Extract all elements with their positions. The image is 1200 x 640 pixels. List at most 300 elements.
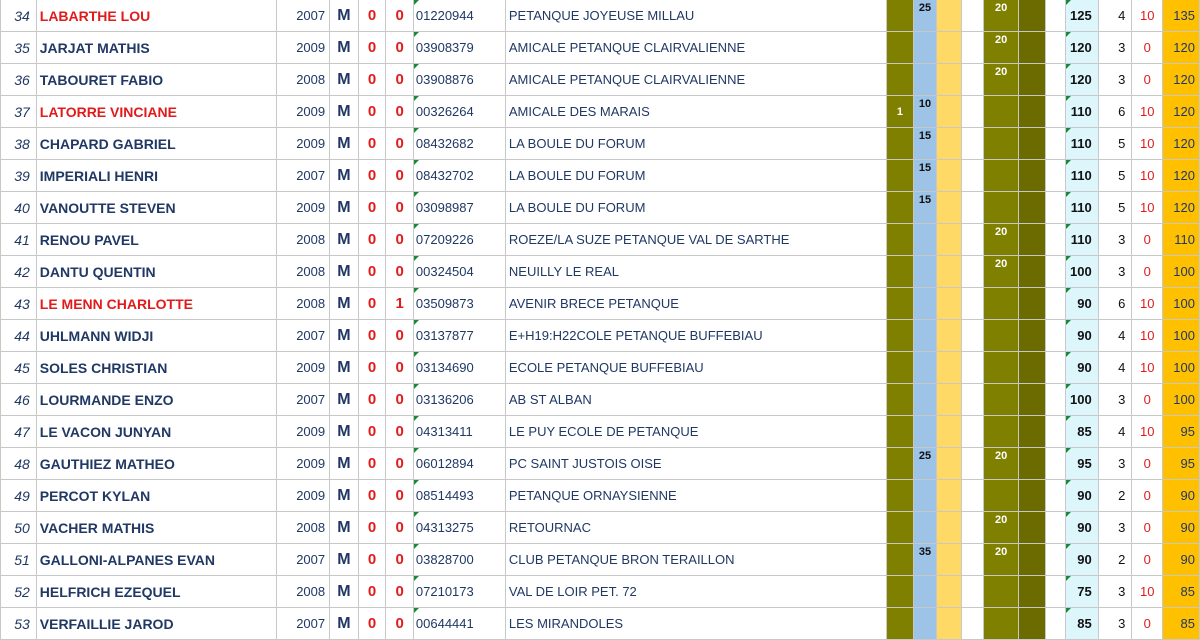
licence-cell: 03828700: [413, 544, 505, 576]
penalty-cell: 0: [358, 480, 386, 512]
empty-cell: [961, 320, 983, 352]
birth-year-cell: 2008: [276, 224, 329, 256]
empty-cell: [1045, 256, 1065, 288]
bonus-cell: 10: [1132, 96, 1163, 128]
count-cell: 5: [1098, 192, 1132, 224]
category-cell: M: [330, 96, 359, 128]
empty-olive-cell: [1018, 480, 1045, 512]
player-name-cell: LOURMANDE ENZO: [36, 384, 276, 416]
empty-cell: [1045, 32, 1065, 64]
count-cell: 6: [1098, 288, 1132, 320]
penalty-cell: 0: [386, 384, 414, 416]
bonus-cell: 10: [1132, 160, 1163, 192]
table-row: [1, 448, 1200, 480]
points-cell: 110: [1065, 160, 1098, 192]
category-cell: M: [330, 352, 359, 384]
bonus-cell: 10: [1132, 0, 1163, 32]
birth-year-cell: 2008: [276, 512, 329, 544]
count-cell: 4: [1098, 0, 1132, 32]
rank-cell: 50: [1, 512, 37, 544]
empty-yellow-cell: [937, 224, 962, 256]
category-cell: M: [330, 256, 359, 288]
licence-cell: 03136206: [413, 384, 505, 416]
score-b-cell: [913, 416, 937, 448]
rank-cell: 49: [1, 480, 37, 512]
birth-year-cell: 2007: [276, 608, 329, 640]
category-cell: M: [330, 576, 359, 608]
score-c-cell: 20: [984, 544, 1019, 576]
club-cell: PC SAINT JUSTOIS OISE: [505, 448, 886, 480]
penalty-cell: 0: [358, 384, 386, 416]
rank-cell: 40: [1, 192, 37, 224]
empty-cell: [1045, 352, 1065, 384]
penalty-cell: 0: [386, 192, 414, 224]
score-b-cell: [913, 352, 937, 384]
score-a-cell: [887, 192, 914, 224]
licence-cell: 03908876: [413, 64, 505, 96]
total-cell: 95: [1163, 416, 1200, 448]
rank-cell: 41: [1, 224, 37, 256]
empty-cell: [961, 416, 983, 448]
licence-cell: 00324504: [413, 256, 505, 288]
category-cell: M: [330, 64, 359, 96]
bonus-cell: 0: [1132, 448, 1163, 480]
count-cell: 3: [1098, 608, 1132, 640]
table-row: [1, 64, 1200, 96]
penalty-cell: 0: [358, 96, 386, 128]
rank-cell: 46: [1, 384, 37, 416]
score-a-cell: [887, 384, 914, 416]
total-cell: 100: [1163, 384, 1200, 416]
empty-olive-cell: [1018, 224, 1045, 256]
score-b-cell: [913, 256, 937, 288]
empty-cell: [961, 448, 983, 480]
points-cell: 75: [1065, 576, 1098, 608]
penalty-cell: 0: [358, 192, 386, 224]
bonus-cell: 10: [1132, 320, 1163, 352]
penalty-cell: 0: [386, 0, 414, 32]
empty-cell: [1045, 480, 1065, 512]
licence-cell: 08514493: [413, 480, 505, 512]
table-row: [1, 0, 1200, 32]
total-cell: 100: [1163, 288, 1200, 320]
birth-year-cell: 2008: [276, 576, 329, 608]
rank-cell: 42: [1, 256, 37, 288]
table-row: [1, 608, 1200, 640]
licence-cell: 00326264: [413, 96, 505, 128]
bonus-cell: 10: [1132, 192, 1163, 224]
player-name-cell: LE VACON JUNYAN: [36, 416, 276, 448]
birth-year-cell: 2009: [276, 416, 329, 448]
bonus-cell: 0: [1132, 480, 1163, 512]
empty-yellow-cell: [937, 288, 962, 320]
licence-cell: 01220944: [413, 0, 505, 32]
count-cell: 3: [1098, 256, 1132, 288]
total-cell: 135: [1163, 0, 1200, 32]
penalty-cell: 0: [386, 32, 414, 64]
score-c-cell: 20: [984, 512, 1019, 544]
empty-cell: [961, 544, 983, 576]
count-cell: 3: [1098, 64, 1132, 96]
score-a-cell: 1: [887, 96, 914, 128]
empty-olive-cell: [1018, 416, 1045, 448]
count-cell: 5: [1098, 128, 1132, 160]
points-cell: 90: [1065, 288, 1098, 320]
category-cell: M: [330, 0, 359, 32]
points-cell: 110: [1065, 96, 1098, 128]
player-name-cell: VANOUTTE STEVEN: [36, 192, 276, 224]
table-row: [1, 320, 1200, 352]
points-cell: 110: [1065, 192, 1098, 224]
count-cell: 2: [1098, 480, 1132, 512]
empty-olive-cell: [1018, 384, 1045, 416]
points-cell: 90: [1065, 320, 1098, 352]
rank-cell: 34: [1, 0, 37, 32]
penalty-cell: 0: [358, 416, 386, 448]
score-a-cell: [887, 256, 914, 288]
empty-cell: [961, 288, 983, 320]
penalty-cell: 0: [358, 128, 386, 160]
table-row: [1, 544, 1200, 576]
score-c-cell: [984, 608, 1019, 640]
bonus-cell: 0: [1132, 512, 1163, 544]
empty-cell: [1045, 160, 1065, 192]
score-a-cell: [887, 320, 914, 352]
category-cell: M: [330, 320, 359, 352]
rank-cell: 48: [1, 448, 37, 480]
empty-cell: [961, 608, 983, 640]
total-cell: 90: [1163, 544, 1200, 576]
penalty-cell: 0: [358, 160, 386, 192]
penalty-cell: 0: [358, 256, 386, 288]
penalty-cell: 0: [386, 160, 414, 192]
total-cell: 120: [1163, 160, 1200, 192]
total-cell: 95: [1163, 448, 1200, 480]
penalty-cell: 0: [386, 480, 414, 512]
licence-cell: 06012894: [413, 448, 505, 480]
club-cell: PETANQUE JOYEUSE MILLAU: [505, 0, 886, 32]
total-cell: 120: [1163, 96, 1200, 128]
score-c-cell: [984, 320, 1019, 352]
club-cell: LES MIRANDOLES: [505, 608, 886, 640]
score-c-cell: 20: [984, 64, 1019, 96]
licence-cell: 00644441: [413, 608, 505, 640]
score-c-cell: [984, 576, 1019, 608]
empty-olive-cell: [1018, 128, 1045, 160]
score-b-cell: [913, 320, 937, 352]
penalty-cell: 0: [358, 0, 386, 32]
birth-year-cell: 2009: [276, 480, 329, 512]
total-cell: 90: [1163, 512, 1200, 544]
empty-cell: [1045, 192, 1065, 224]
table-row: [1, 576, 1200, 608]
bonus-cell: 10: [1132, 128, 1163, 160]
birth-year-cell: 2008: [276, 64, 329, 96]
empty-cell: [961, 64, 983, 96]
club-cell: LA BOULE DU FORUM: [505, 192, 886, 224]
licence-cell: 03098987: [413, 192, 505, 224]
count-cell: 4: [1098, 416, 1132, 448]
count-cell: 2: [1098, 544, 1132, 576]
empty-cell: [1045, 512, 1065, 544]
club-cell: LA BOULE DU FORUM: [505, 128, 886, 160]
empty-cell: [1045, 384, 1065, 416]
birth-year-cell: 2009: [276, 448, 329, 480]
licence-cell: 04313411: [413, 416, 505, 448]
score-c-cell: [984, 160, 1019, 192]
empty-cell: [961, 384, 983, 416]
player-name-cell: RENOU PAVEL: [36, 224, 276, 256]
category-cell: M: [330, 32, 359, 64]
bonus-cell: 10: [1132, 352, 1163, 384]
score-b-cell: [913, 512, 937, 544]
empty-olive-cell: [1018, 192, 1045, 224]
score-c-cell: [984, 416, 1019, 448]
club-cell: ROEZE/LA SUZE PETANQUE VAL DE SARTHE: [505, 224, 886, 256]
penalty-cell: 0: [386, 352, 414, 384]
score-a-cell: [887, 352, 914, 384]
points-cell: 110: [1065, 224, 1098, 256]
penalty-cell: 0: [358, 544, 386, 576]
score-b-cell: [913, 224, 937, 256]
empty-olive-cell: [1018, 160, 1045, 192]
club-cell: LE PUY ECOLE DE PETANQUE: [505, 416, 886, 448]
licence-cell: 03134690: [413, 352, 505, 384]
empty-yellow-cell: [937, 96, 962, 128]
score-b-cell: 10: [913, 96, 937, 128]
total-cell: 110: [1163, 224, 1200, 256]
player-name-cell: LABARTHE LOU: [36, 0, 276, 32]
count-cell: 3: [1098, 448, 1132, 480]
total-cell: 85: [1163, 576, 1200, 608]
count-cell: 6: [1098, 96, 1132, 128]
licence-cell: 03908379: [413, 32, 505, 64]
rank-cell: 45: [1, 352, 37, 384]
empty-cell: [961, 576, 983, 608]
score-b-cell: [913, 32, 937, 64]
player-name-cell: PERCOT KYLAN: [36, 480, 276, 512]
player-name-cell: UHLMANN WIDJI: [36, 320, 276, 352]
penalty-cell: 0: [358, 224, 386, 256]
count-cell: 4: [1098, 352, 1132, 384]
club-cell: AMICALE PETANQUE CLAIRVALIENNE: [505, 64, 886, 96]
total-cell: 90: [1163, 480, 1200, 512]
club-cell: ECOLE PETANQUE BUFFEBIAU: [505, 352, 886, 384]
points-cell: 120: [1065, 32, 1098, 64]
penalty-cell: 0: [386, 448, 414, 480]
table-row: [1, 288, 1200, 320]
club-cell: RETOURNAC: [505, 512, 886, 544]
bonus-cell: 0: [1132, 544, 1163, 576]
club-cell: AMICALE DES MARAIS: [505, 96, 886, 128]
table-row: [1, 128, 1200, 160]
count-cell: 3: [1098, 576, 1132, 608]
score-a-cell: [887, 224, 914, 256]
score-a-cell: [887, 608, 914, 640]
score-a-cell: [887, 512, 914, 544]
player-name-cell: SOLES CHRISTIAN: [36, 352, 276, 384]
empty-cell: [961, 192, 983, 224]
birth-year-cell: 2009: [276, 32, 329, 64]
category-cell: M: [330, 480, 359, 512]
score-b-cell: [913, 576, 937, 608]
empty-cell: [961, 128, 983, 160]
empty-olive-cell: [1018, 288, 1045, 320]
total-cell: 120: [1163, 64, 1200, 96]
empty-yellow-cell: [937, 352, 962, 384]
birth-year-cell: 2007: [276, 320, 329, 352]
empty-cell: [961, 512, 983, 544]
birth-year-cell: 2008: [276, 256, 329, 288]
empty-cell: [1045, 64, 1065, 96]
licence-cell: 08432702: [413, 160, 505, 192]
empty-cell: [1045, 608, 1065, 640]
rank-cell: 44: [1, 320, 37, 352]
table-row: [1, 480, 1200, 512]
empty-olive-cell: [1018, 96, 1045, 128]
points-cell: 90: [1065, 480, 1098, 512]
club-cell: LA BOULE DU FORUM: [505, 160, 886, 192]
penalty-cell: 1: [386, 288, 414, 320]
score-c-cell: 20: [984, 256, 1019, 288]
empty-olive-cell: [1018, 352, 1045, 384]
bonus-cell: 0: [1132, 64, 1163, 96]
score-b-cell: [913, 480, 937, 512]
penalty-cell: 0: [358, 64, 386, 96]
rank-cell: 36: [1, 64, 37, 96]
birth-year-cell: 2009: [276, 128, 329, 160]
birth-year-cell: 2009: [276, 192, 329, 224]
empty-olive-cell: [1018, 0, 1045, 32]
table-row: [1, 352, 1200, 384]
empty-yellow-cell: [937, 192, 962, 224]
penalty-cell: 0: [386, 256, 414, 288]
bonus-cell: 10: [1132, 416, 1163, 448]
player-name-cell: GAUTHIEZ MATHEO: [36, 448, 276, 480]
empty-cell: [961, 96, 983, 128]
empty-cell: [961, 480, 983, 512]
penalty-cell: 0: [386, 576, 414, 608]
table-row: [1, 256, 1200, 288]
player-name-cell: CHAPARD GABRIEL: [36, 128, 276, 160]
penalty-cell: 0: [386, 96, 414, 128]
score-a-cell: [887, 64, 914, 96]
score-c-cell: 20: [984, 0, 1019, 32]
empty-yellow-cell: [937, 256, 962, 288]
club-cell: VAL DE LOIR PET. 72: [505, 576, 886, 608]
empty-cell: [1045, 576, 1065, 608]
category-cell: M: [330, 448, 359, 480]
count-cell: 3: [1098, 32, 1132, 64]
penalty-cell: 0: [386, 128, 414, 160]
empty-cell: [1045, 448, 1065, 480]
empty-yellow-cell: [937, 0, 962, 32]
score-b-cell: 25: [913, 0, 937, 32]
club-cell: AB ST ALBAN: [505, 384, 886, 416]
bonus-cell: 0: [1132, 608, 1163, 640]
points-cell: 95: [1065, 448, 1098, 480]
empty-cell: [1045, 96, 1065, 128]
club-cell: PETANQUE ORNAYSIENNE: [505, 480, 886, 512]
score-b-cell: [913, 384, 937, 416]
player-name-cell: HELFRICH EZEQUEL: [36, 576, 276, 608]
rank-cell: 37: [1, 96, 37, 128]
score-c-cell: 20: [984, 32, 1019, 64]
empty-yellow-cell: [937, 448, 962, 480]
empty-yellow-cell: [937, 512, 962, 544]
club-cell: E+H19:H22COLE PETANQUE BUFFEBIAU: [505, 320, 886, 352]
penalty-cell: 0: [358, 448, 386, 480]
points-cell: 90: [1065, 352, 1098, 384]
empty-cell: [961, 352, 983, 384]
empty-olive-cell: [1018, 256, 1045, 288]
birth-year-cell: 2009: [276, 352, 329, 384]
penalty-cell: 0: [386, 608, 414, 640]
licence-cell: 03137877: [413, 320, 505, 352]
table-row: [1, 384, 1200, 416]
empty-yellow-cell: [937, 416, 962, 448]
empty-cell: [1045, 416, 1065, 448]
bonus-cell: 10: [1132, 576, 1163, 608]
penalty-cell: 0: [386, 544, 414, 576]
score-a-cell: [887, 0, 914, 32]
count-cell: 3: [1098, 224, 1132, 256]
empty-olive-cell: [1018, 544, 1045, 576]
player-name-cell: TABOURET FABIO: [36, 64, 276, 96]
empty-cell: [1045, 128, 1065, 160]
score-a-cell: [887, 416, 914, 448]
birth-year-cell: 2007: [276, 0, 329, 32]
score-c-cell: [984, 480, 1019, 512]
empty-cell: [961, 32, 983, 64]
birth-year-cell: 2007: [276, 160, 329, 192]
empty-yellow-cell: [937, 544, 962, 576]
birth-year-cell: 2007: [276, 384, 329, 416]
empty-cell: [1045, 288, 1065, 320]
category-cell: M: [330, 160, 359, 192]
score-c-cell: [984, 288, 1019, 320]
empty-olive-cell: [1018, 608, 1045, 640]
score-a-cell: [887, 288, 914, 320]
licence-cell: 07210173: [413, 576, 505, 608]
total-cell: 100: [1163, 352, 1200, 384]
club-cell: AMICALE PETANQUE CLAIRVALIENNE: [505, 32, 886, 64]
points-cell: 100: [1065, 384, 1098, 416]
club-cell: CLUB PETANQUE BRON TERAILLON: [505, 544, 886, 576]
empty-olive-cell: [1018, 64, 1045, 96]
score-b-cell: 15: [913, 160, 937, 192]
points-cell: 125: [1065, 0, 1098, 32]
empty-yellow-cell: [937, 608, 962, 640]
score-b-cell: [913, 608, 937, 640]
total-cell: 120: [1163, 128, 1200, 160]
empty-olive-cell: [1018, 576, 1045, 608]
score-b-cell: [913, 288, 937, 320]
penalty-cell: 0: [358, 352, 386, 384]
empty-yellow-cell: [937, 128, 962, 160]
empty-olive-cell: [1018, 448, 1045, 480]
penalty-cell: 0: [386, 224, 414, 256]
rank-cell: 43: [1, 288, 37, 320]
empty-cell: [961, 160, 983, 192]
player-name-cell: VERFAILLIE JAROD: [36, 608, 276, 640]
bonus-cell: 0: [1132, 256, 1163, 288]
points-cell: 85: [1065, 608, 1098, 640]
empty-cell: [1045, 320, 1065, 352]
score-a-cell: [887, 160, 914, 192]
table-row: [1, 192, 1200, 224]
player-name-cell: VACHER MATHIS: [36, 512, 276, 544]
